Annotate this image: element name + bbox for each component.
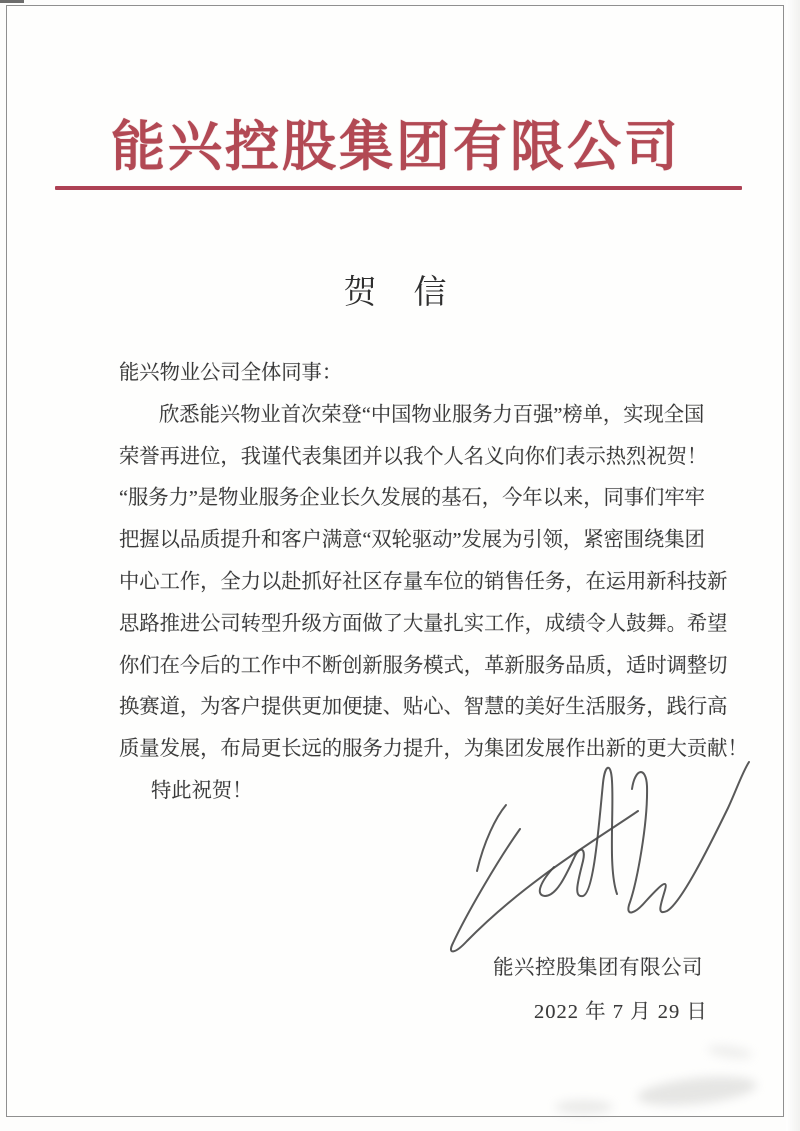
letter-body [119,353,748,813]
closing-line: 特此祝贺！ [151,779,253,802]
letter-date: 2022 年 7 月 29 日 [534,1001,708,1023]
letterhead-company-name: 能兴控股集团有限公司 [111,117,681,177]
letter-page [6,5,784,1117]
signer-company-name: 能兴控股集团有限公司 [493,957,703,979]
body-line: 你们在今后的工作中不断创新服务模式，革新服务品质，适时调整切 [119,654,728,677]
body-line: 换赛道，为客户提供更加便捷、贴心、智慧的美好生活服务，践行高 [119,696,728,719]
scan-corner-artifact [0,0,24,3]
scan-smudge [706,1043,753,1061]
body-line: 质量发展，布局更长远的服务力提升，为集团发展作出新的更大贡献！ [119,738,748,761]
salutation-line: 能兴物业公司全体同事： [119,362,343,384]
handwritten-signature-icon [436,753,756,958]
letter-title: 贺 信 [343,275,449,311]
body-line: 荣誉再进位，我谨代表集团并以我个人名义向你们表示热烈祝贺！ [119,445,708,468]
body-line: 把握以品质提升和客户满意“双轮驱动”发展为引领，紧密围绕集团 [119,529,705,552]
body-line: 欣悉能兴物业首次荣登“中国物业服务力百强”榜单，实现全国 [159,403,705,426]
scan-smudge [555,1100,613,1114]
body-line: “服务力”是物业服务企业长久发展的基石，今年以来，同事们牢牢 [119,487,705,510]
letterhead-rule [55,186,742,190]
scan-edge-shading [786,0,800,1131]
scan-smudge [636,1072,758,1110]
body-line: 中心工作，全力以赴抓好社区存量车位的销售任务，在运用新科技新 [119,570,728,593]
body-line: 思路推进公司转型升级方面做了大量扎实工作，成绩令人鼓舞。希望 [119,612,728,635]
